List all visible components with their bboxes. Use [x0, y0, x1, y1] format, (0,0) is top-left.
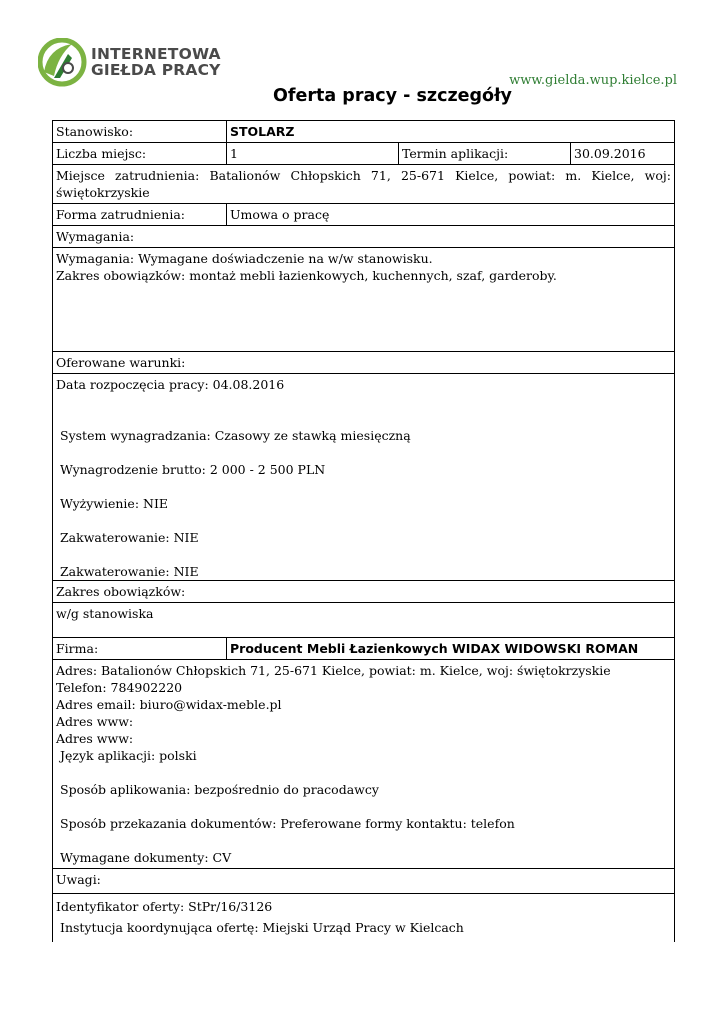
requirements-line-2: Zakres obowiązków: montaż mebli łazienkowych, kuchennych, szaf, garderoby.	[56, 268, 557, 283]
contact-details	[53, 660, 674, 868]
institution: Instytucja koordynująca ofertę: Miejski Urząd Pracy w Kielcach	[60, 920, 464, 935]
logo-line-1: INTERNETOWA	[91, 45, 221, 63]
row-workplace	[53, 165, 674, 204]
row-employment	[53, 204, 674, 226]
requirements-line-1: Wymagania: Wymagane doświadczenie na w/w stanowisku.	[56, 251, 433, 266]
row-duties-label	[53, 581, 674, 603]
row-conditions	[53, 374, 674, 581]
deadline-value: 30.09.2016	[570, 143, 674, 164]
accommodation-2: Zakwaterowanie: NIE	[60, 564, 199, 579]
offer-id: Identyfikator oferty: StPr/16/3126	[56, 899, 273, 914]
www-2: Adres www:	[56, 731, 134, 746]
language: Język aplikacji: polski	[60, 748, 197, 763]
salary: Wynagrodzenie brutto: 2 000 - 2 500 PLN	[60, 462, 326, 477]
employment-value: Umowa o pracę	[226, 204, 674, 225]
start-date: Data rozpoczęcia pracy: 04.08.2016	[56, 377, 285, 392]
docs-method: Sposób przekazania dokumentów: Preferowane formy kontaktu: telefon	[60, 816, 515, 831]
places-label: Liczba miejsc:	[56, 146, 147, 161]
logo-line-2: GIEŁDA PRACY	[91, 61, 221, 79]
requirements-label: Wymagania:	[56, 229, 135, 244]
logo-emblem-icon	[38, 38, 88, 88]
row-notes	[53, 869, 674, 894]
row-places	[53, 143, 674, 165]
row-company	[53, 638, 674, 660]
email: Adres email: biuro@widax-meble.pl	[56, 697, 282, 712]
workplace: Miejsce zatrudnienia: Batalionów Chłopskich 71, 25-671 Kielce, powiat: m. Kielce, woj: świętokrzyskie	[56, 168, 671, 200]
docs-required: Wymagane dokumenty: CV	[60, 850, 232, 865]
places-value: 1	[226, 143, 398, 164]
site-url[interactable]: www.gielda.wup.kielce.pl	[509, 73, 677, 88]
requirements-text	[53, 248, 674, 351]
pay-system: System wynagradzania: Czasowy ze stawką miesięczną	[60, 428, 411, 443]
position-label: Stanowisko:	[56, 124, 134, 139]
position-value: STOLARZ	[226, 121, 674, 142]
apply-method: Sposób aplikowania: bezpośrednio do pracodawcy	[60, 782, 379, 797]
duties-value: w/g stanowiska	[56, 606, 154, 621]
meals: Wyżywienie: NIE	[60, 496, 169, 511]
company-value: Producent Mebli Łazienkowych WIDAX WIDOWSKI ROMAN	[226, 638, 674, 659]
accommodation-1: Zakwaterowanie: NIE	[60, 530, 199, 545]
row-duties	[53, 603, 674, 638]
row-identifier	[53, 894, 674, 942]
www-1: Adres www:	[56, 714, 134, 729]
row-position	[53, 121, 674, 143]
deadline-label: Termin aplikacji:	[398, 143, 570, 164]
duties-label: Zakres obowiązków:	[56, 584, 186, 599]
row-conditions-label	[53, 352, 674, 374]
company-label: Firma:	[56, 641, 99, 656]
employment-label: Forma zatrudnienia:	[56, 207, 186, 222]
identifier-block	[53, 894, 674, 942]
conditions-text	[53, 374, 674, 580]
conditions-label: Oferowane warunki:	[56, 355, 186, 370]
offer-details-table	[52, 120, 675, 942]
logo	[38, 38, 238, 88]
phone: Telefon: 784902220	[56, 680, 183, 695]
row-requirements	[53, 248, 674, 352]
row-requirements-label	[53, 226, 674, 248]
notes-label: Uwagi:	[56, 872, 101, 887]
address: Adres: Batalionów Chłopskich 71, 25-671 Kielce, powiat: m. Kielce, woj: świętokrzyskie	[56, 663, 611, 678]
row-contact	[53, 660, 674, 869]
page-title: Oferta pracy - szczegóły	[273, 86, 512, 106]
